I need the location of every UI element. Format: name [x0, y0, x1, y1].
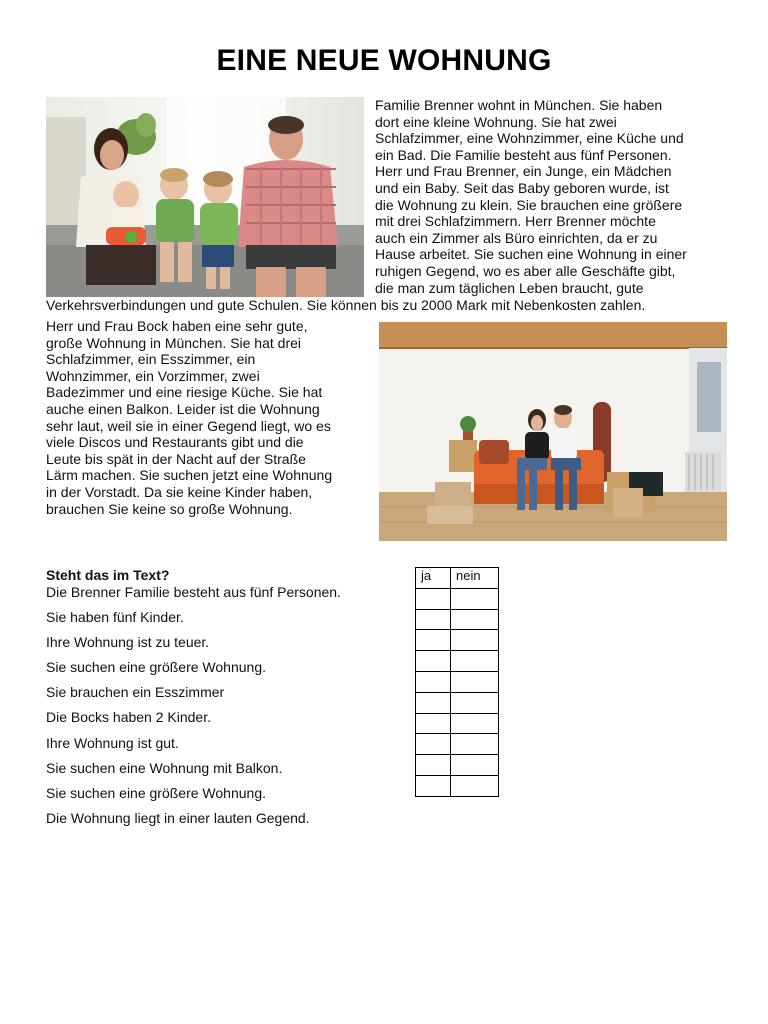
answer-cell-ja[interactable] — [416, 734, 451, 755]
paragraph-line: Lärm machen. Sie suchen jetzt eine Wohnung — [46, 467, 333, 484]
answer-cell-ja[interactable] — [416, 775, 451, 796]
statement-item: Sie suchen eine größere Wohnung. — [46, 785, 266, 801]
paragraph-line: Herr und Frau Brenner, ein Junge, ein Mädchen — [375, 163, 672, 180]
paragraph-line: Badezimmer und eine riesige Küche. Sie hat — [46, 384, 323, 401]
statement-item: Die Wohnung liegt in einer lauten Gegend. — [46, 810, 310, 826]
paragraph-line: ein Bad. Die Familie besteht aus fünf Personen. — [375, 146, 672, 163]
intro-paragraph-brenner — [375, 97, 725, 296]
answer-row — [416, 775, 499, 796]
paragraph-line: brauchen Sie keine so große Wohnung. — [46, 500, 293, 517]
answer-cell-ja[interactable] — [416, 755, 451, 776]
answer-cell-nein[interactable] — [451, 734, 499, 755]
answer-row — [416, 630, 499, 651]
answer-table-header — [416, 568, 499, 589]
answer-cell-nein[interactable] — [451, 609, 499, 630]
answer-row — [416, 588, 499, 609]
couple-photo — [379, 322, 727, 541]
answer-row — [416, 609, 499, 630]
answer-cell-nein[interactable] — [451, 651, 499, 672]
paragraph-line: Verkehrsverbindungen und gute Schulen. Sie können bis zu 2000 Mark mit Nebenkosten zahlen. — [46, 297, 646, 313]
paragraph-line: sehr laut, weil sie in einer Gegend liegt, wo es — [46, 417, 331, 434]
answer-row — [416, 755, 499, 776]
statement-item: Sie haben fünf Kinder. — [46, 609, 184, 625]
answer-row — [416, 651, 499, 672]
intro-paragraph-brenner-continued — [46, 297, 726, 314]
paragraph-line: die Wohnung zu klein. Sie brauchen eine größere — [375, 196, 683, 213]
statement-item: Sie suchen eine größere Wohnung. — [46, 659, 266, 675]
statement-item: Die Bocks haben 2 Kinder. — [46, 709, 211, 725]
paragraph-line: große Wohnung in München. Sie hat drei — [46, 334, 302, 351]
paragraph-line: viele Discos und Restaurants gibt und die — [46, 434, 304, 451]
statement-item: Ihre Wohnung ist zu teuer. — [46, 634, 210, 650]
statement-item: Die Brenner Familie besteht aus fünf Personen. — [46, 584, 341, 600]
answer-row — [416, 734, 499, 755]
answer-cell-ja[interactable] — [416, 713, 451, 734]
paragraph-line: Wohnzimmer, ein Vorzimmer, zwei — [46, 367, 260, 384]
answer-cell-nein[interactable] — [451, 588, 499, 609]
answer-cell-ja[interactable] — [416, 692, 451, 713]
answer-row — [416, 671, 499, 692]
paragraph-line: dort eine kleine Wohnung. Sie hat zwei — [375, 113, 617, 130]
paragraph-line: auche einen Balkon. Leider ist die Wohnung — [46, 400, 320, 417]
answer-cell-ja[interactable] — [416, 651, 451, 672]
paragraph-line: Hause arbeitet. Sie suchen eine Wohnung in einer — [375, 246, 687, 263]
answer-table — [415, 567, 499, 797]
paragraph-line: mit drei Schlafzimmern. Herr Brenner möchte — [375, 213, 656, 230]
answer-cell-nein[interactable] — [451, 755, 499, 776]
page-title: EINE NEUE WOHNUNG — [216, 44, 552, 77]
answer-cell-ja[interactable] — [416, 609, 451, 630]
answer-row — [416, 713, 499, 734]
answer-cell-ja[interactable] — [416, 588, 451, 609]
photo-watermark: www.foto...com — [52, 286, 100, 293]
paragraph-line: Herr und Frau Bock haben eine sehr gute, — [46, 318, 308, 334]
statement-item: Sie suchen eine Wohnung mit Balkon. — [46, 760, 283, 776]
answer-cell-nein[interactable] — [451, 692, 499, 713]
paragraph-line: die man zum täglichen Leben braucht, gute — [375, 279, 644, 296]
statement-item: Sie brauchen ein Esszimmer — [46, 684, 225, 700]
exercise-heading: Steht das im Text? — [46, 567, 170, 583]
column-ja: ja — [416, 568, 451, 589]
column-nein: nein — [451, 568, 499, 589]
answer-cell-nein[interactable] — [451, 713, 499, 734]
paragraph-line: auch ein Zimmer als Büro einrichten, da er zu — [375, 229, 658, 246]
paragraph-line: und ein Baby. Seit das Baby geboren wurde, ist — [375, 179, 669, 196]
paragraph-line: ruhigen Gegend, wo es aber alle Geschäfte gibt, — [375, 262, 676, 279]
paragraph-line: Familie Brenner wohnt in München. Sie haben — [375, 97, 663, 113]
answer-cell-nein[interactable] — [451, 630, 499, 651]
paragraph-line: Leute bis spät in der Nacht auf der Straße — [46, 450, 306, 467]
answer-cell-ja[interactable] — [416, 671, 451, 692]
answer-row — [416, 692, 499, 713]
answer-cell-nein[interactable] — [451, 671, 499, 692]
paragraph-line: Schlafzimmer, ein Esszimmer, ein — [46, 351, 256, 368]
paragraph-bock — [46, 318, 368, 517]
answer-cell-ja[interactable] — [416, 630, 451, 651]
statement-item: Ihre Wohnung ist gut. — [46, 735, 179, 751]
paragraph-line: in der Vorstadt. Da sie keine Kinder haben, — [46, 483, 313, 500]
answer-cell-nein[interactable] — [451, 775, 499, 796]
paragraph-line: Schlafzimmer, eine Wohnzimmer, eine Küche und — [375, 130, 684, 147]
family-photo — [46, 97, 364, 297]
